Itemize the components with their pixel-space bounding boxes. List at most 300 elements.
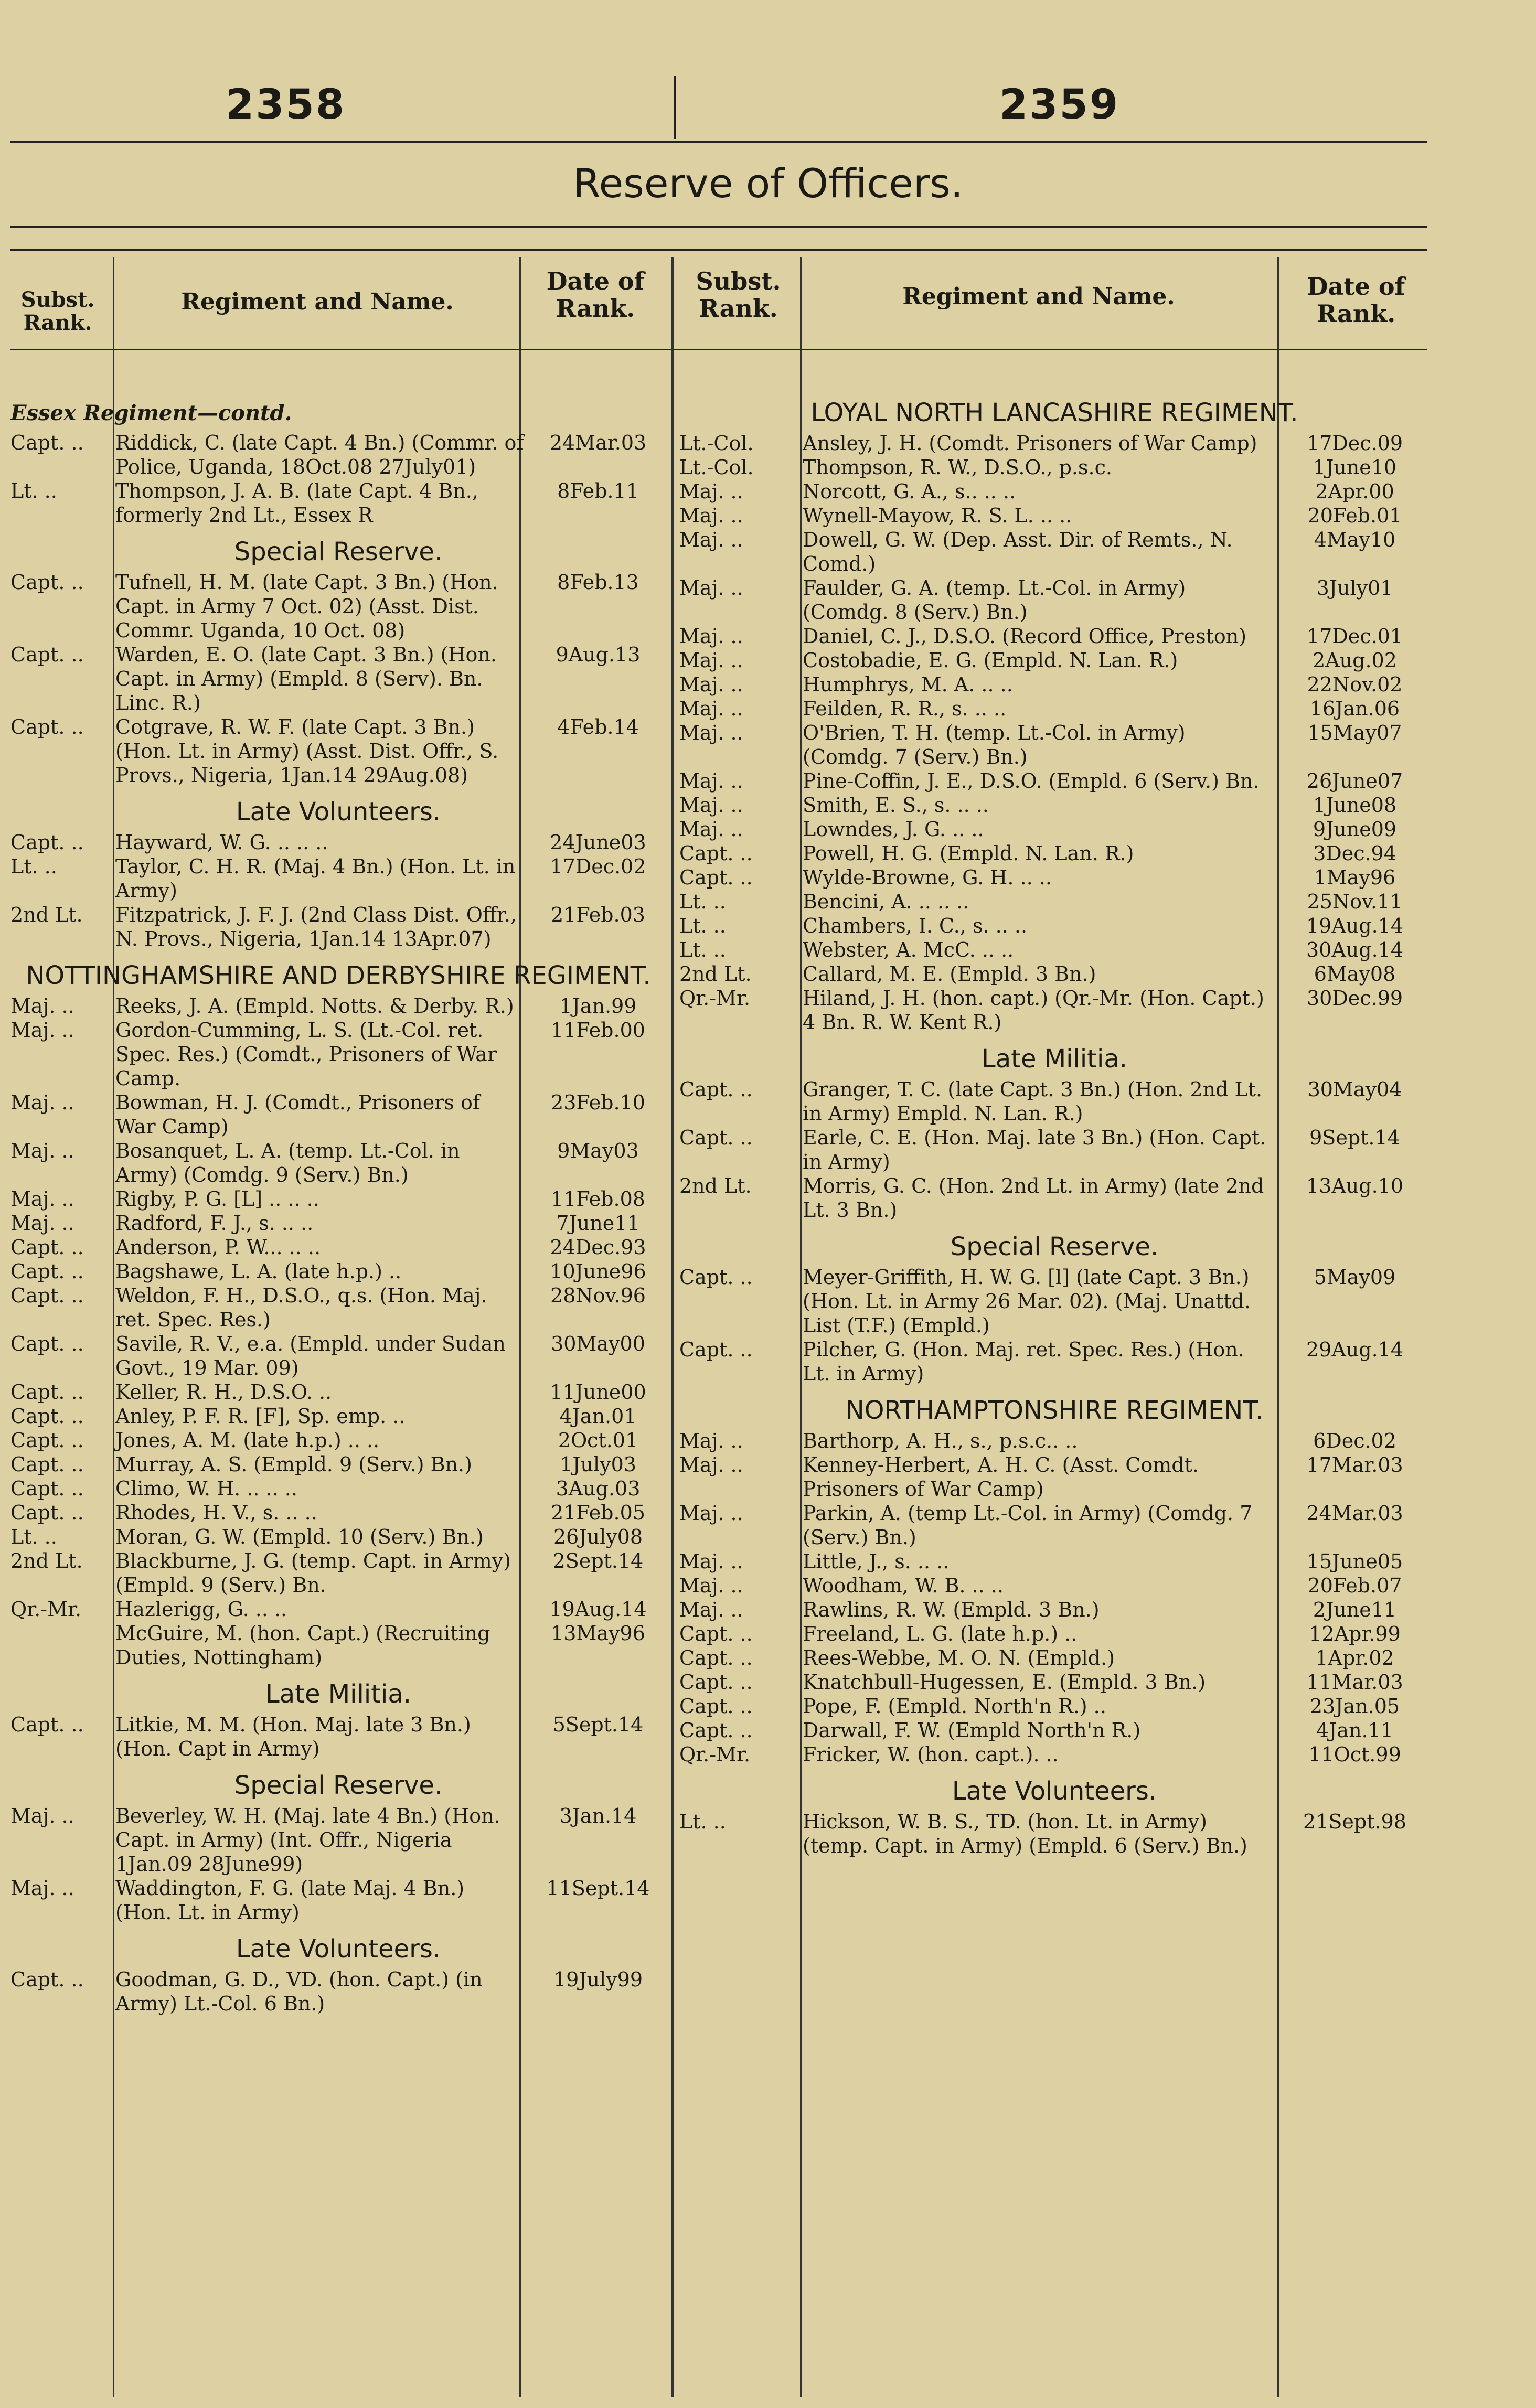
entry-name: Taylor, C. H. R. (Maj. 4 Bn.) (Hon. Lt. in Army) xyxy=(115,855,522,902)
entry-rank: Capt. .. xyxy=(10,1713,84,1736)
entry-row xyxy=(679,672,1430,697)
entry-row xyxy=(679,841,1430,865)
section-heading: LOYAL NORTH LANCASHIRE REGIMENT. xyxy=(810,398,1298,427)
entry-date: 21Feb.05 xyxy=(551,1501,645,1524)
entry-date: 9June09 xyxy=(1313,818,1397,841)
entry-name: Moran, G. W. (Empld. 10 (Serv.) Bn.) xyxy=(115,1525,484,1548)
entry-row xyxy=(679,1670,1430,1694)
entry-date: 28Nov.96 xyxy=(550,1284,646,1307)
entry-name: Cotgrave, R. W. F. (late Capt. 3 Bn.) (Hon. Lt. in Army) (Asst. Dist. Offr., S. Provs., Nigeria, 1Jan.14 29Aug.08) xyxy=(115,715,505,787)
entry-date: 24Mar.03 xyxy=(549,431,647,454)
entry-name: Anley, P. F. R. [F], Sp. emp. .. xyxy=(115,1405,406,1428)
entry-date: 12Apr.99 xyxy=(1309,1622,1401,1645)
entry-name: Fitzpatrick, J. F. J. (2nd Class Dist. Offr., N. Provs., Nigeria, 1Jan.14 13Apr.07) xyxy=(115,903,524,950)
entry-rank: Maj. .. xyxy=(679,1429,743,1452)
entry-row xyxy=(679,479,1430,504)
entry-rank: Lt. .. xyxy=(679,914,726,937)
entry-date: 20Feb.01 xyxy=(1307,504,1402,527)
entry-row xyxy=(10,830,666,854)
entry-rank: Maj. .. xyxy=(679,480,743,503)
entry-date: 5Sept.14 xyxy=(552,1713,644,1736)
page-number-left: 2358 xyxy=(226,81,346,129)
entry-date: 1Apr.02 xyxy=(1315,1646,1394,1669)
section-heading: Special Reserve. xyxy=(950,1232,1159,1261)
entry-rank: Capt. .. xyxy=(10,715,84,739)
entry-row xyxy=(679,1174,1430,1222)
entry-rank: Capt. .. xyxy=(10,431,84,454)
entry-name: Reeks, J. A. (Empld. Notts. & Derby. R.) xyxy=(115,994,514,1018)
entry-row xyxy=(10,643,666,715)
entry-name: Norcott, G. A., s.. .. .. xyxy=(803,480,1016,503)
entry-name: Ansley, J. H. (Comdt. Prisoners of War Camp) xyxy=(803,432,1257,455)
entry-rank: Capt. .. xyxy=(10,831,84,854)
entry-row xyxy=(679,1265,1430,1337)
entry-name: Knatchbull-Hugessen, E. (Empld. 3 Bn.) xyxy=(803,1671,1206,1694)
entry-date: 7June11 xyxy=(556,1212,640,1235)
entry-name: Woodham, W. B. .. .. xyxy=(803,1574,1004,1597)
entry-date: 17Mar.03 xyxy=(1306,1453,1403,1476)
entry-name: Hickson, W. B. S., TD. (hon. Lt. in Army) (temp. Capt. in Army) (Empld. 6 (Serv.) Bn.) xyxy=(803,1810,1247,1857)
entry-name: Smith, E. S., s. .. .. xyxy=(803,794,989,817)
entry-rank: Capt. .. xyxy=(679,1719,753,1742)
entry-rank: Qr.-Mr. xyxy=(10,1598,82,1621)
entry-row xyxy=(10,1428,666,1452)
entry-date: 1July03 xyxy=(560,1453,636,1476)
entry-rank: Capt. .. xyxy=(10,1236,84,1259)
entry-name: Bowman, H. J. (Comdt., Prisoners of War Camp) xyxy=(115,1091,487,1138)
entry-date: 23Jan.05 xyxy=(1309,1695,1400,1718)
entry-rank: Capt. .. xyxy=(10,1260,84,1283)
section-heading: Late Militia. xyxy=(265,1679,411,1709)
entry-row xyxy=(679,1646,1430,1670)
entry-rank: Maj. .. xyxy=(10,1019,74,1042)
entry-name: McGuire, M. (hon. Capt.) (Recruiting Duties, Nottingham) xyxy=(115,1622,497,1669)
entry-name: Barthorp, A. H., s., p.s.c.. .. xyxy=(803,1429,1078,1452)
section-heading: Special Reserve. xyxy=(234,1771,443,1800)
entry-rank: Capt. .. xyxy=(10,1429,84,1452)
entry-row xyxy=(10,1380,666,1404)
entry-date: 17Dec.02 xyxy=(550,855,646,878)
entry-row xyxy=(679,721,1430,769)
entry-name: Hiland, J. H. (hon. capt.) (Qr.-Mr. (Hon. Capt.) 4 Bn. R. W. Kent R.) xyxy=(803,987,1271,1034)
entry-row xyxy=(10,1597,666,1621)
entry-rank: Maj. .. xyxy=(679,649,743,672)
entry-date: 9Sept.14 xyxy=(1309,1126,1400,1149)
entry-date: 22Nov.02 xyxy=(1307,673,1403,696)
page-number-right: 2359 xyxy=(999,81,1120,129)
entry-date: 15June05 xyxy=(1306,1550,1403,1573)
entry-name: Parkin, A. (temp Lt.-Col. in Army) (Comdg. 7 (Serv.) Bn.) xyxy=(803,1502,1259,1549)
entry-rank: 2nd Lt. xyxy=(10,903,83,926)
entry-name: Hayward, W. G. .. .. .. xyxy=(115,831,328,854)
entry-rank: Lt. .. xyxy=(679,890,726,913)
entry-row xyxy=(679,648,1430,672)
entry-date: 29Aug.14 xyxy=(1306,1338,1404,1361)
entry-row xyxy=(10,479,666,527)
entry-row xyxy=(679,1549,1430,1574)
section-heading: Late Militia. xyxy=(981,1044,1127,1074)
entry-name: Bencini, A. .. .. .. xyxy=(803,890,969,913)
entry-row xyxy=(10,1713,666,1761)
entry-date: 19Aug.14 xyxy=(1306,914,1404,937)
entry-row xyxy=(10,1259,666,1283)
entry-date: 13May96 xyxy=(551,1622,645,1645)
entry-row xyxy=(679,938,1430,962)
entry-row xyxy=(679,793,1430,817)
entry-date: 2Sept.14 xyxy=(552,1549,644,1572)
entry-rank: Maj. .. xyxy=(679,818,743,841)
entry-name: Goodman, G. D., VD. (hon. Capt.) (in Army) Lt.-Col. 6 Bn.) xyxy=(115,1968,489,2015)
entry-rank: Maj. .. xyxy=(10,1187,74,1211)
entry-rank: Capt. .. xyxy=(10,1405,84,1428)
entry-name: Chambers, I. C., s. .. .. xyxy=(803,914,1028,937)
entry-row xyxy=(10,1549,666,1597)
entry-date: 26June07 xyxy=(1306,769,1403,793)
entry-rank: 2nd Lt. xyxy=(10,1549,83,1572)
entry-date: 17Dec.09 xyxy=(1306,432,1403,455)
entry-row xyxy=(679,914,1430,938)
entry-name: Humphrys, M. A. .. .. xyxy=(803,673,1013,696)
entry-row xyxy=(679,431,1430,455)
entry-rank: Capt. .. xyxy=(679,1126,753,1149)
col-header-date-right: Date of Rank. xyxy=(1307,272,1405,328)
entry-rank: Capt. .. xyxy=(679,1338,753,1361)
entry-name: Beverley, W. H. (Maj. late 4 Bn.) (Hon. Capt. in Army) (Int. Offr., Nigeria 1Jan.09 28June99) xyxy=(115,1804,507,1876)
entry-row xyxy=(679,1501,1430,1549)
entry-name: Weldon, F. H., D.S.O., q.s. (Hon. Maj. ret. Spec. Res.) xyxy=(115,1284,494,1331)
entry-name: Murray, A. S. (Empld. 9 (Serv.) Bn.) xyxy=(115,1453,472,1476)
entry-row xyxy=(679,1453,1430,1501)
entry-rank: Maj. .. xyxy=(679,1574,743,1597)
top-rule xyxy=(10,141,1427,143)
page-number-divider xyxy=(674,76,676,139)
entry-row xyxy=(10,1621,666,1669)
entry-row xyxy=(10,1525,666,1549)
entry-date: 11Sept.14 xyxy=(546,1877,650,1900)
entry-name: Litkie, M. M. (Hon. Maj. late 3 Bn.) (Hon. Capt in Army) xyxy=(115,1713,477,1760)
entry-date: 20Feb.07 xyxy=(1307,1574,1402,1597)
entry-date: 8Feb.11 xyxy=(557,479,639,502)
entry-date: 30Dec.99 xyxy=(1306,987,1403,1010)
entry-date: 11Oct.99 xyxy=(1308,1743,1401,1766)
entry-date: 30Aug.14 xyxy=(1306,938,1404,961)
col-header-date-left: Date of Rank. xyxy=(546,267,645,323)
entry-row xyxy=(10,1476,666,1501)
entry-date: 26July08 xyxy=(553,1525,643,1548)
entry-date: 15May07 xyxy=(1307,721,1402,744)
entry-rank: Lt.-Col. xyxy=(679,432,754,455)
entry-date: 1June10 xyxy=(1313,456,1397,479)
entry-rank: Maj. .. xyxy=(679,1502,743,1525)
entry-name: Freeland, L. G. (late h.p.) .. xyxy=(803,1622,1078,1645)
entry-row xyxy=(679,890,1430,914)
entry-row xyxy=(10,994,666,1018)
entry-date: 11June00 xyxy=(550,1380,646,1404)
entry-rank: Capt. .. xyxy=(10,1332,84,1355)
entry-name: Anderson, P. W... .. .. xyxy=(115,1236,321,1259)
entry-name: Powell, H. G. (Empld. N. Lan. R.) xyxy=(803,842,1134,865)
entry-rank: Maj. .. xyxy=(679,528,743,551)
section-heading: Late Volunteers. xyxy=(236,797,441,827)
entry-rank: Maj. .. xyxy=(10,1804,74,1827)
entry-row xyxy=(10,1090,666,1139)
entry-name: Hazlerigg, G. .. .. xyxy=(115,1598,287,1621)
right-entries xyxy=(679,388,1430,1858)
title-rule xyxy=(10,226,1427,228)
entry-row xyxy=(10,1967,666,2016)
entry-rank: Lt. .. xyxy=(679,1810,726,1833)
entry-name: Dowell, G. W. (Dep. Asst. Dir. of Remts., N. Comd.) xyxy=(803,528,1239,575)
entry-row xyxy=(10,1404,666,1428)
entry-name: Wylde-Browne, G. H. .. .. xyxy=(803,866,1052,889)
entry-name: Feilden, R. R., s. .. .. xyxy=(803,697,1007,720)
entry-row xyxy=(10,1501,666,1525)
entry-name: Little, J., s. .. .. xyxy=(803,1550,950,1573)
col-header-name-right: Regiment and Name. xyxy=(902,283,1175,310)
entry-rank: Capt. .. xyxy=(10,1453,84,1476)
entry-name: Warden, E. O. (late Capt. 3 Bn.) (Hon. Capt. in Army) (Empld. 8 (Serv). Bn. Linc. R.) xyxy=(115,643,504,714)
entry-date: 1June08 xyxy=(1313,794,1397,817)
entry-row xyxy=(679,1622,1430,1646)
entry-date: 23Feb.10 xyxy=(551,1091,645,1114)
entry-rank: Maj. .. xyxy=(679,721,743,744)
entry-date: 4Feb.14 xyxy=(557,715,639,739)
entry-rank: Capt. .. xyxy=(10,643,84,666)
entry-row xyxy=(10,1283,666,1332)
entry-date: 25Nov.11 xyxy=(1307,890,1403,913)
entry-rank: Lt. .. xyxy=(10,855,57,878)
entry-rank: Maj. .. xyxy=(10,994,74,1018)
entry-date: 4Jan.01 xyxy=(559,1405,637,1428)
entry-rank: Capt. .. xyxy=(10,1501,84,1524)
entry-name: Riddick, C. (late Capt. 4 Bn.) (Commr. of Police, Uganda, 18Oct.08 27July01) xyxy=(115,431,530,478)
entry-row xyxy=(10,570,666,643)
entry-date: 3July01 xyxy=(1316,576,1393,600)
entry-name: Keller, R. H., D.S.O. .. xyxy=(115,1380,332,1404)
entry-date: 30May04 xyxy=(1307,1078,1402,1101)
entry-name: Gordon-Cumming, L. S. (Lt.-Col. ret. Spec. Res.) (Comdt., Prisoners of War Camp. xyxy=(115,1019,504,1090)
entry-date: 6Dec.02 xyxy=(1313,1429,1396,1452)
entry-rank xyxy=(10,1621,115,1669)
entry-rank: Maj. .. xyxy=(679,769,743,793)
entry-row xyxy=(679,576,1430,624)
entry-row xyxy=(679,1429,1430,1453)
page-title: Reserve of Officers. xyxy=(573,160,963,207)
section-heading: Special Reserve. xyxy=(234,537,443,566)
entry-date: 2Apr.00 xyxy=(1315,480,1394,503)
entry-rank: Maj. .. xyxy=(679,625,743,648)
entry-rank: Capt. .. xyxy=(679,1266,753,1289)
entry-row xyxy=(679,1810,1430,1858)
entry-name: Daniel, C. J., D.S.O. (Record Office, Preston) xyxy=(803,625,1247,648)
col-header-rank-right: Subst. Rank. xyxy=(696,267,781,323)
entry-rank: Lt. .. xyxy=(10,479,57,502)
entry-rank: Qr.-Mr. xyxy=(679,1743,751,1766)
entry-date: 11Feb.08 xyxy=(551,1187,645,1211)
entry-name: Darwall, F. W. (Empld North'n R.) xyxy=(803,1719,1141,1742)
divider-center xyxy=(671,257,674,2397)
entry-date: 24Mar.03 xyxy=(1306,1502,1403,1525)
entry-date: 16Jan.06 xyxy=(1309,697,1400,720)
entry-rank: Lt.-Col. xyxy=(679,456,754,479)
entry-row xyxy=(679,504,1430,528)
entry-rank: 2nd Lt. xyxy=(679,962,752,986)
entry-name: Rees-Webbe, M. O. N. (Empld.) xyxy=(803,1646,1115,1669)
entry-name: Bagshawe, L. A. (late h.p.) .. xyxy=(115,1260,402,1283)
entry-rank: Capt. .. xyxy=(679,1078,753,1101)
entry-date: 3Dec.94 xyxy=(1313,842,1396,865)
entry-row xyxy=(10,1452,666,1476)
entry-row xyxy=(679,986,1430,1034)
entry-row xyxy=(10,1876,666,1924)
entry-row xyxy=(679,528,1430,576)
entry-rank: Maj. .. xyxy=(679,794,743,817)
entry-rank: Capt. .. xyxy=(679,1671,753,1694)
entry-rank: Capt. .. xyxy=(10,1380,84,1404)
entry-row xyxy=(10,1804,666,1876)
entry-row xyxy=(10,431,666,479)
entry-rank: Capt. .. xyxy=(10,1968,84,1991)
entry-rank: Qr.-Mr. xyxy=(679,987,751,1010)
entry-rank: Maj. .. xyxy=(679,697,743,720)
entry-row xyxy=(679,1742,1430,1767)
entry-row xyxy=(679,1337,1430,1386)
entry-date: 11Feb.00 xyxy=(551,1019,645,1042)
entry-row xyxy=(10,903,666,951)
entry-name: Rawlins, R. W. (Empld. 3 Bn.) xyxy=(803,1598,1100,1621)
section-heading: NOTTINGHAMSHIRE AND DERBYSHIRE REGIMENT. xyxy=(26,961,651,990)
entry-row xyxy=(10,1211,666,1235)
entry-name: Granger, T. C. (late Capt. 3 Bn.) (Hon. 2nd Lt. in Army) Empld. N. Lan. R.) xyxy=(803,1078,1269,1125)
entry-row xyxy=(679,624,1430,648)
entry-name: Climo, W. H. .. .. .. xyxy=(115,1477,297,1500)
entry-name: Pilcher, G. (Hon. Maj. ret. Spec. Res.) (Hon. Lt. in Army) xyxy=(803,1338,1251,1385)
section-heading: Late Volunteers. xyxy=(236,1934,441,1964)
title-rule-2 xyxy=(10,249,1427,251)
entry-date: 24Dec.93 xyxy=(550,1236,646,1259)
entry-name: O'Brien, T. H. (temp. Lt.-Col. in Army) (Comdg. 7 (Serv.) Bn.) xyxy=(803,721,1192,768)
entry-date: 19July99 xyxy=(553,1968,643,1991)
entry-rank: Maj. .. xyxy=(679,504,743,527)
entry-rank: Maj. .. xyxy=(679,1550,743,1573)
entry-date: 11Mar.03 xyxy=(1306,1671,1403,1694)
entry-row xyxy=(679,817,1430,841)
entry-date: 4May10 xyxy=(1314,528,1396,551)
entry-name: Lowndes, J. G. .. .. xyxy=(803,818,984,841)
entry-name: Savile, R. V., e.a. (Empld. under Sudan Govt., 19 Mar. 09) xyxy=(115,1332,512,1379)
entry-name: Earle, C. E. (Hon. Maj. late 3 Bn.) (Hon. Capt. in Army) xyxy=(803,1126,1273,1173)
entry-name: Webster, A. McC. .. .. xyxy=(803,938,1014,961)
entry-name: Tufnell, H. M. (late Capt. 3 Bn.) (Hon. Capt. in Army 7 Oct. 02) (Asst. Dist. Commr. Uganda, 10 Oct. 08) xyxy=(115,571,505,642)
entry-row xyxy=(10,1139,666,1187)
entry-rank: Maj. .. xyxy=(679,576,743,600)
entry-rank: Maj. .. xyxy=(10,1139,74,1162)
entry-rank: 2nd Lt. xyxy=(679,1174,752,1197)
entry-date: 30May00 xyxy=(551,1332,645,1355)
col-header-rank-left: Subst. Rank. xyxy=(20,287,95,335)
entry-date: 21Sept.98 xyxy=(1303,1810,1406,1833)
entry-name: Waddington, F. G. (late Maj. 4 Bn.) (Hon. Lt. in Army) xyxy=(115,1877,471,1924)
entry-date: 3Jan.14 xyxy=(559,1804,637,1827)
entry-rank: Maj. .. xyxy=(679,1453,743,1476)
entry-row xyxy=(679,1694,1430,1718)
entry-rank: Capt. .. xyxy=(10,571,84,594)
entry-rank: Capt. .. xyxy=(679,1695,753,1718)
entry-rank: Maj. .. xyxy=(10,1091,74,1114)
entry-date: 2June11 xyxy=(1313,1598,1397,1621)
entry-rank: Maj. .. xyxy=(679,1598,743,1621)
entry-row xyxy=(10,715,666,787)
section-heading: NORTHAMPTONSHIRE REGIMENT. xyxy=(845,1396,1264,1425)
entry-name: Kenney-Herbert, A. H. C. (Asst. Comdt. Prisoners of War Camp) xyxy=(803,1453,1206,1501)
entry-row xyxy=(679,1077,1430,1126)
entry-rank: Lt. .. xyxy=(10,1525,57,1548)
entry-rank: Capt. .. xyxy=(679,1622,753,1645)
entry-row xyxy=(10,854,666,903)
entry-name: Rhodes, H. V., s. .. .. xyxy=(115,1501,317,1524)
entry-name: Pine-Coffin, J. E., D.S.O. (Empld. 6 (Serv.) Bn. xyxy=(803,769,1260,793)
entry-rank: Maj. .. xyxy=(679,673,743,696)
entry-name: Thompson, J. A. B. (late Capt. 4 Bn., formerly 2nd Lt., Essex R xyxy=(115,479,485,527)
entry-row xyxy=(679,697,1430,721)
section-continued-heading: Essex Regiment—contd. xyxy=(10,401,292,425)
entry-date: 5May09 xyxy=(1314,1266,1396,1289)
entry-date: 9Aug.13 xyxy=(556,643,641,666)
entry-name: Pope, F. (Empld. North'n R.) .. xyxy=(803,1695,1106,1718)
entry-name: Faulder, G. A. (temp. Lt.-Col. in Army) (Comdg. 8 (Serv.) Bn.) xyxy=(803,576,1192,624)
entry-row xyxy=(10,1018,666,1090)
entry-date: 10June96 xyxy=(550,1260,646,1283)
entry-row xyxy=(679,962,1430,986)
header-rule xyxy=(10,349,1427,350)
entry-rank: Maj. .. xyxy=(10,1212,74,1235)
left-entries xyxy=(10,388,666,2016)
entry-name: Meyer-Griffith, H. W. G. [l] (late Capt. 3 Bn.) (Hon. Lt. in Army 26 Mar. 02). (Maj. Unattd. List (T.F.) (Empld.) xyxy=(803,1266,1257,1337)
entry-name: Blackburne, J. G. (temp. Capt. in Army) (Empld. 9 (Serv.) Bn. xyxy=(115,1549,518,1597)
entry-date: 21Feb.03 xyxy=(551,903,645,926)
section-heading: Late Volunteers. xyxy=(952,1776,1157,1806)
entry-date: 8Feb.13 xyxy=(557,571,639,594)
entry-rank: Capt. .. xyxy=(10,1477,84,1500)
entry-row xyxy=(679,1718,1430,1742)
entry-row xyxy=(10,1235,666,1259)
entry-row xyxy=(679,769,1430,793)
entry-date: 2Aug.02 xyxy=(1313,649,1397,672)
entry-date: 24June03 xyxy=(550,831,646,854)
entry-rank: Capt. .. xyxy=(679,842,753,865)
entry-name: Rigby, P. G. [L] .. .. .. xyxy=(115,1187,319,1211)
entry-row xyxy=(10,1187,666,1211)
entry-date: 1Jan.99 xyxy=(559,994,637,1018)
entry-date: 19Aug.14 xyxy=(549,1598,647,1621)
entry-name: Morris, G. C. (Hon. 2nd Lt. in Army) (late 2nd Lt. 3 Bn.) xyxy=(803,1174,1271,1222)
entry-date: 6May08 xyxy=(1314,962,1396,986)
entry-row xyxy=(679,865,1430,890)
entry-date: 13Aug.10 xyxy=(1306,1174,1404,1197)
entry-name: Bosanquet, L. A. (temp. Lt.-Col. in Army) (Comdg. 9 (Serv.) Bn.) xyxy=(115,1139,466,1186)
col-header-name-left: Regiment and Name. xyxy=(181,288,454,315)
entry-name: Callard, M. E. (Empld. 3 Bn.) xyxy=(803,962,1096,986)
entry-date: 17Dec.01 xyxy=(1306,625,1403,648)
entry-row xyxy=(10,1332,666,1380)
entry-rank: Capt. .. xyxy=(679,1646,753,1669)
entry-name: Thompson, R. W., D.S.O., p.s.c. xyxy=(803,456,1112,479)
entry-date: 3Aug.03 xyxy=(556,1477,641,1500)
entry-rank: Capt. .. xyxy=(10,1284,84,1307)
entry-row xyxy=(679,1126,1430,1174)
entry-row xyxy=(679,1598,1430,1622)
entry-date: 4Jan.11 xyxy=(1316,1719,1393,1742)
